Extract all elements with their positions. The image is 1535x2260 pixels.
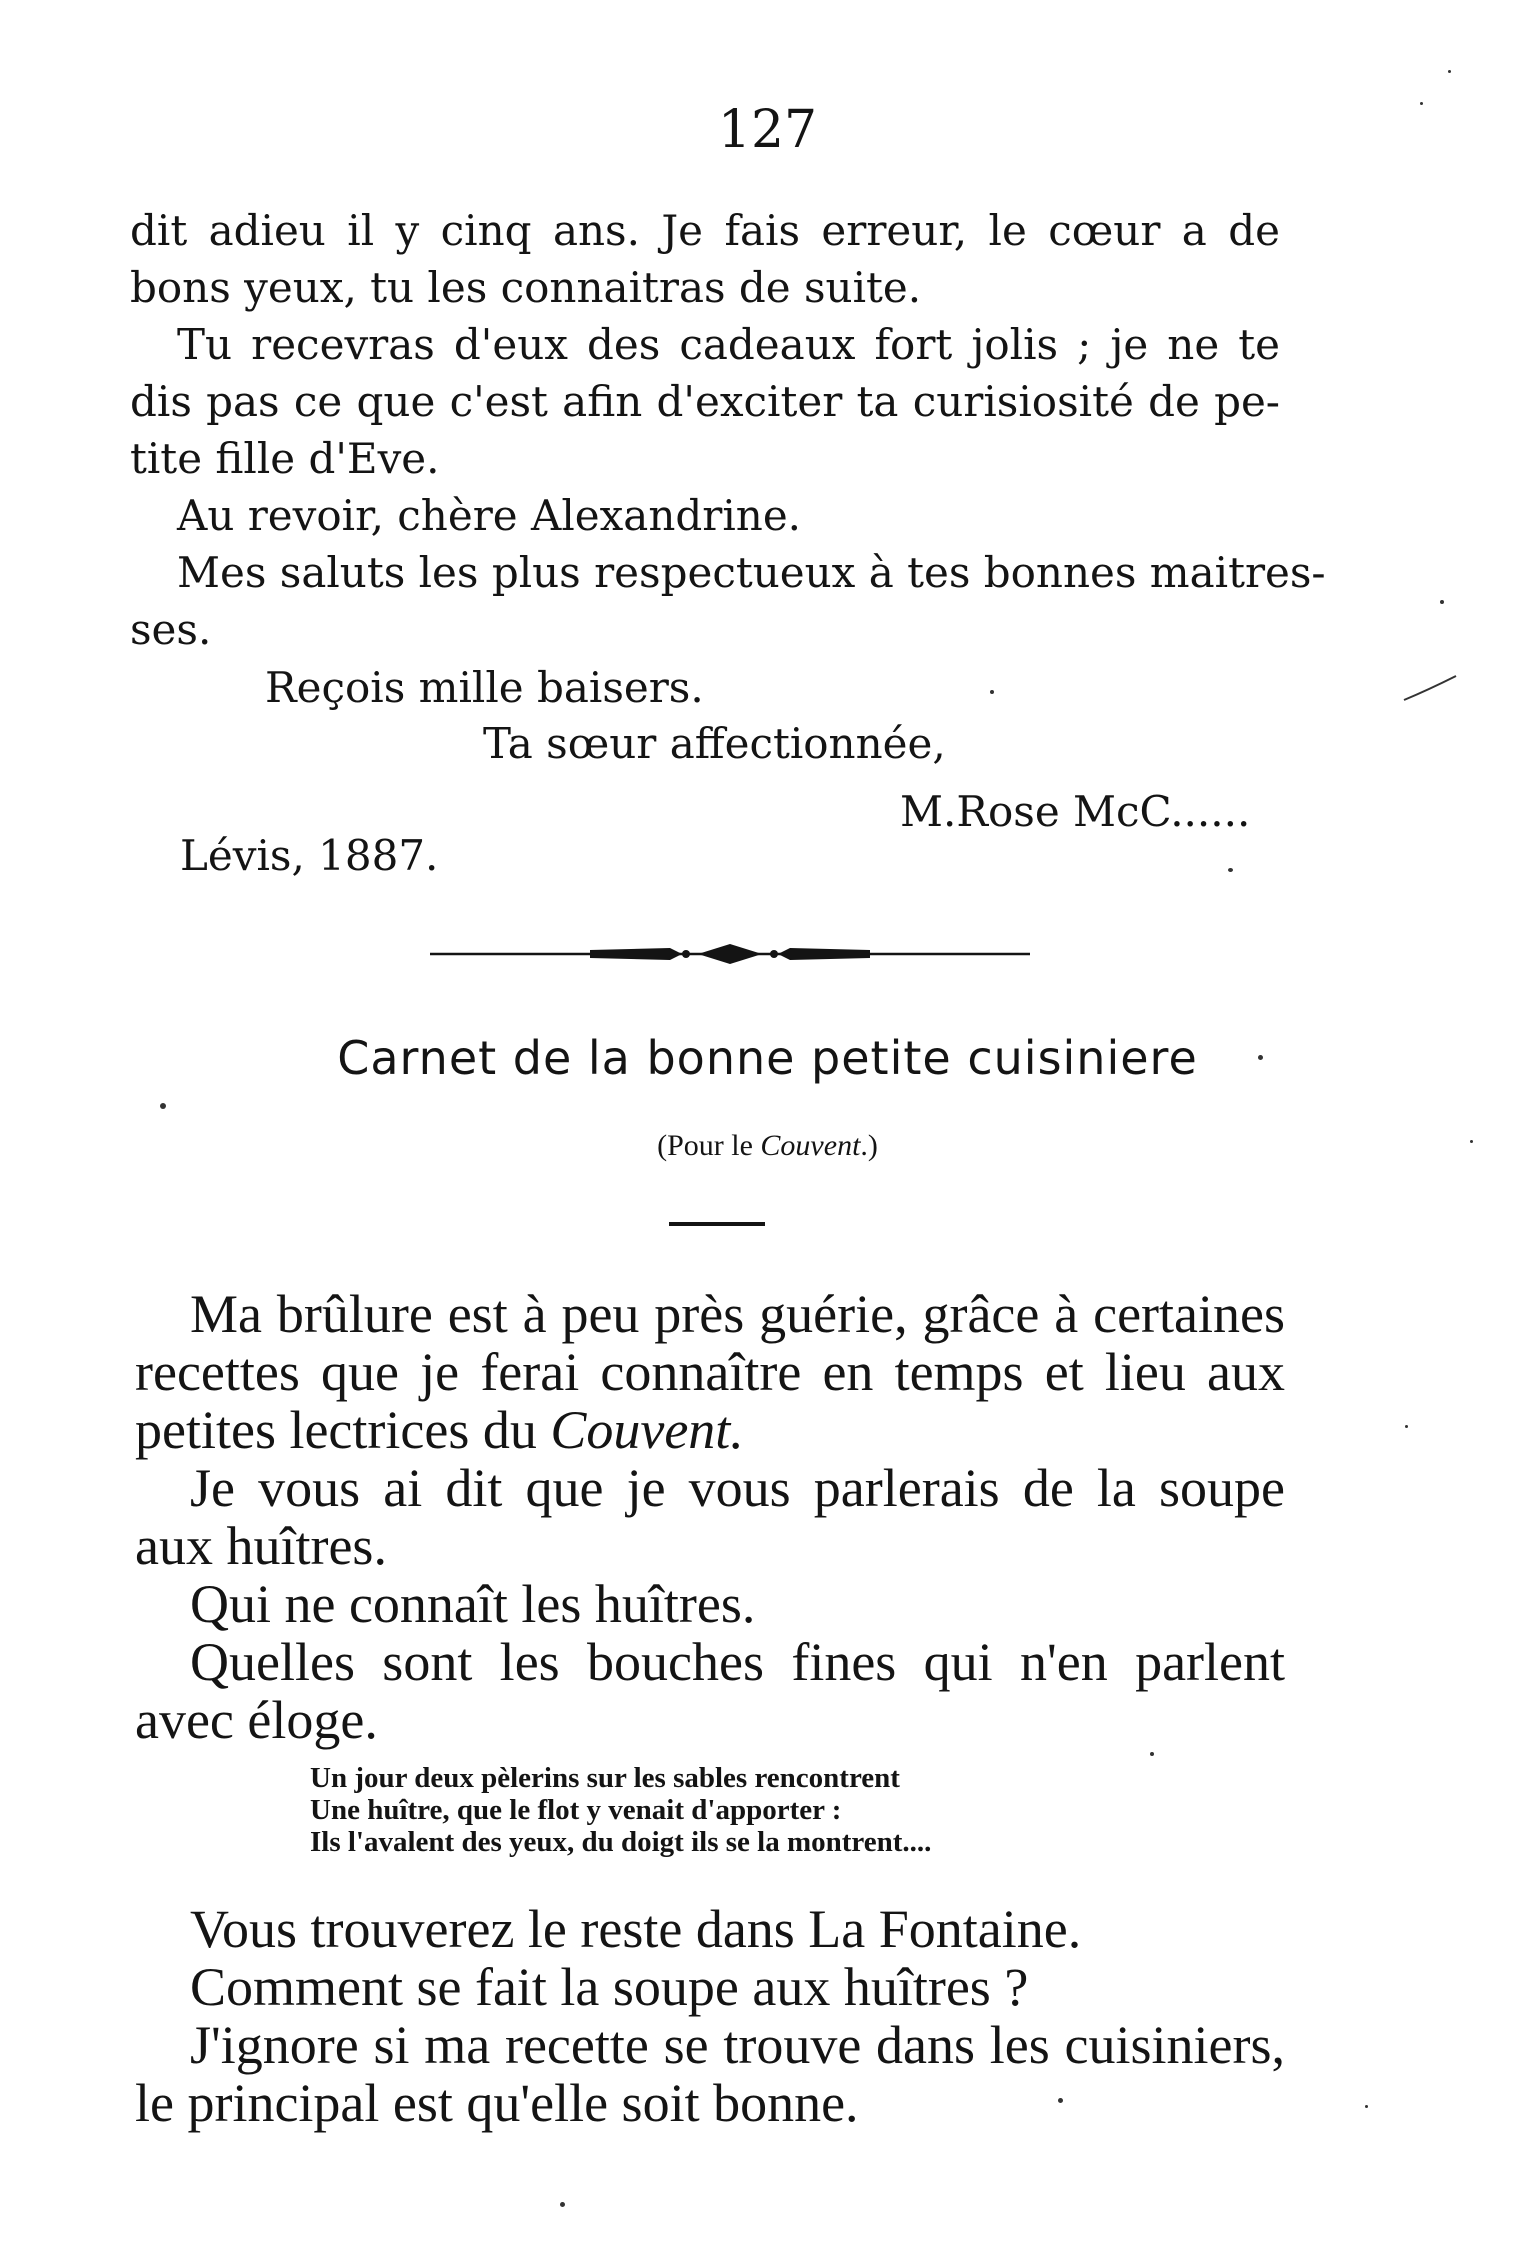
scan-speck — [560, 2202, 565, 2207]
article-line: recettes que je ferai connaître en temps et lieu aux — [135, 1342, 1285, 1402]
article-title: Carnet de la bonne petite cuisiniere — [337, 1031, 1198, 1085]
article-line: aux huîtres. — [135, 1516, 387, 1576]
scan-mark — [1400, 668, 1460, 708]
letter-line: Tu recevras d'eux des cadeaux fort jolis ; je ne te — [177, 320, 1280, 369]
subtitle-suffix: .) — [860, 1129, 878, 1162]
article-line: avec éloge. — [135, 1690, 378, 1750]
article-line: Qui ne connaît les huîtres. — [190, 1574, 756, 1634]
letter-line: bons yeux, tu les connaitras de suite. — [130, 263, 922, 312]
letter-line: ses. — [130, 605, 212, 654]
poem-line: Un jour deux pèlerins sur les sables rencontrent — [310, 1762, 900, 1794]
article-line: le principal est qu'elle soit bonne. — [135, 2073, 859, 2133]
letter-closing: Reçois mille baisers. — [265, 663, 704, 712]
page-number: 127 — [717, 100, 818, 160]
scan-speck — [1420, 102, 1423, 105]
scan-speck — [1150, 1752, 1154, 1756]
scan-speck — [990, 690, 994, 694]
letter-line: tite fille d'Eve. — [130, 434, 440, 483]
article-line: Quelles sont les bouches fines qui n'en parlent — [190, 1632, 1285, 1692]
subtitle-prefix: (Pour le — [657, 1129, 761, 1162]
letter-line: dit adieu il y cinq ans. Je fais erreur, le cœur a de — [130, 206, 1280, 255]
poem-line: Ils l'avalent des yeux, du doigt ils se la montrent.... — [310, 1826, 932, 1858]
scan-speck — [1058, 2098, 1063, 2103]
scan-speck — [1470, 1140, 1473, 1143]
scan-speck — [1228, 868, 1233, 872]
article-line: Je vous ai dit que je vous parlerais de la soupe — [190, 1458, 1285, 1518]
line-prefix: petites lectrices du — [135, 1400, 551, 1460]
short-rule-divider — [669, 1222, 765, 1226]
letter-signoff: Ta sœur affectionnée, — [483, 719, 946, 768]
article-subtitle — [0, 1128, 1535, 1164]
line-italic: Couvent. — [550, 1400, 744, 1460]
article-line: J'ignore si ma recette se trouve dans les cuisiniers, — [190, 2015, 1285, 2075]
letter-signature: M.Rose McC...... — [900, 787, 1251, 836]
article-line: Comment se fait la soupe aux huîtres ? — [190, 1957, 1029, 2017]
letter-line: dis pas ce que c'est afin d'exciter ta curisiosité de pe- — [130, 377, 1280, 426]
scan-speck — [1405, 1425, 1408, 1428]
letter-place-date: Lévis, 1887. — [180, 831, 439, 880]
article-line — [135, 1401, 1285, 1459]
letter-line: Au revoir, chère Alexandrine. — [177, 491, 802, 540]
ornament-divider — [430, 942, 1030, 966]
scan-speck — [160, 1103, 166, 1109]
scan-speck — [1440, 600, 1444, 604]
article-line: Vous trouverez le reste dans La Fontaine. — [190, 1899, 1082, 1959]
scan-speck — [1448, 70, 1451, 73]
scan-speck — [1365, 2105, 1368, 2108]
poem-line: Une huître, que le flot y venait d'apporter : — [310, 1794, 842, 1826]
article-line: Ma brûlure est à peu près guérie, grâce à certaines — [190, 1284, 1285, 1344]
letter-line: Mes saluts les plus respectueux à tes bonnes maitres- — [177, 548, 1326, 597]
scan-speck — [1258, 1055, 1263, 1060]
subtitle-italic: Couvent — [760, 1129, 861, 1162]
